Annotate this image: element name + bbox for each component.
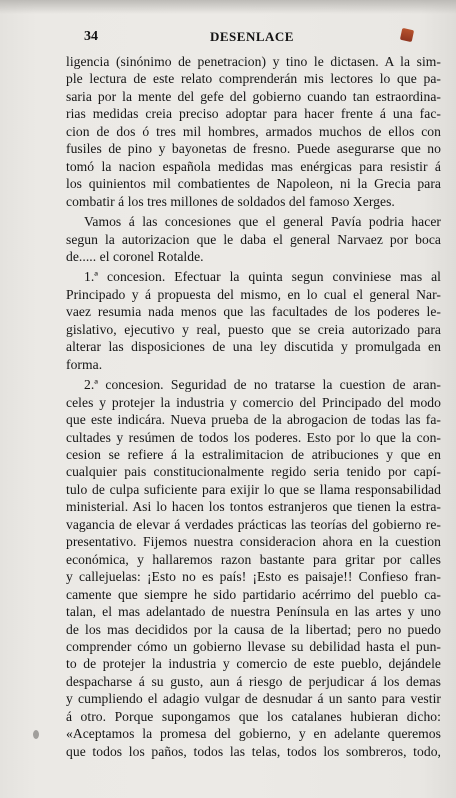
text-line: presentativo. Fijemos nuestra consideracion ahora en la cuestion [66,534,441,550]
bookmark-ribbon-icon [400,28,414,42]
text-line: vagancia de elevar á verdades prácticas las teorías del gobierno re- [66,516,441,532]
page-header [84,29,443,49]
page-top-shadow [0,0,456,14]
text-line: de los mas decididos por la causa de la libertad; pero no puedo [66,621,441,637]
text-line: que este indicára. Nueva prueba de la abrogacion de todas las fa- [66,412,441,428]
text-line: ple lectura de este relato comprenderán mis lectores lo que pa- [66,71,441,87]
text-line: «Aceptamos la promesa del gobierno, y en adelante queremos [66,726,441,742]
text-line: Principado y á propuesta del mismo, en lo cual el general Nar- [66,286,441,302]
text-line: que todos los paños, todos las telas, todos los sombreros, todo, [66,743,441,759]
text-line: de..... el coronel Rotalde. [66,248,204,264]
text-line: gislativo, ejecutivo y real, puesto que se creia autorizado para [66,321,441,337]
text-line: to de protejer la industria y comercio de este pueblo, dejándele [66,656,441,672]
page-number: 34 [84,29,98,44]
text-line: 2.ª concesion. Seguridad de no tratarse la cuestion de aran- [84,377,441,393]
text-line: comprender cómo un gobierno llevase su debilidad hasta el pun- [66,638,441,654]
text-line: cualquier pais constitucionalmente regido seria tenido por capí- [66,464,441,480]
text-line: y cumpliendo el adagio vulgar de desnudar á un santo para vestir [66,691,441,707]
text-line: rias medidas creia preciso adoptar para hacer frente á una fac- [66,106,441,122]
text-line: tomó la nacion española medidas mas enérgicas para resistir á [66,158,441,174]
text-line: forma. [66,356,103,372]
text-line: fusiles de pino y bayonetas de fresno. Puede asegurarse que no [66,141,441,157]
text-line: despacharse á su gusto, aun á riesgo de perjudicar á los demas [66,673,441,689]
text-line: vaez resumia nada menos que las facultades de los poderes le- [66,304,441,320]
text-line: á otro. Porque supongamos que los catalanes hubieran dicho: [66,708,441,724]
body-text [66,53,441,760]
text-line: cultades y resúmen de todos los poderes. Esto por lo que la con- [66,429,441,445]
text-line: los quinientos mil combatientes de Napoleon, ni la Grecia para [66,176,441,192]
text-line: alterar las disposiciones de una ley discutida y promulgada en [66,339,441,355]
text-line: económica, y hallaremos razon bastante para gritar por calles [66,551,441,567]
text-line: cesion se refiere á la estralimitacion de atribuciones y que en [66,446,441,462]
text-line: saria por la mente del gefe del gobierno cuando tan estraordina- [66,88,441,104]
text-line: ligencia (sinónimo de penetracion) y tino le dictasen. A la sim- [66,54,441,69]
text-line: combatir á los tres millones de soldados del famoso Xerges. [66,193,395,209]
text-line: segun la autorizacion que le daba el general Narvaez por boca [66,231,441,247]
text-line: ministerial. Asi lo hacen los tontos estranjeros que tienen la estra- [66,499,441,515]
text-line: talan, el mas adelantado de nuestra Península en las artes y uno [66,604,441,620]
text-line: celes y protejer la industria y comercio del Principado del modo [66,394,441,410]
text-line: camente que siempre he sido partidario acérrimo del pueblo ca- [66,586,441,602]
text-line: tulo de culpa suficiente para exijir lo que se llama responsabilidad [66,481,441,497]
text-line: 1.ª concesion. Efectuar la quinta segun conviniese mas al [84,269,441,285]
text-line: Vamos á las concesiones que el general Pavía podria hacer [84,214,441,230]
ink-spot [33,730,39,739]
text-line: cion de dos ó tres mil hombres, armados muchos de ellos con [66,123,441,139]
text-line: y callejuelas: ¡Esto no es país! ¡Esto es paisaje!! Confieso fran- [66,569,441,585]
running-head: DESENLACE [210,29,294,44]
